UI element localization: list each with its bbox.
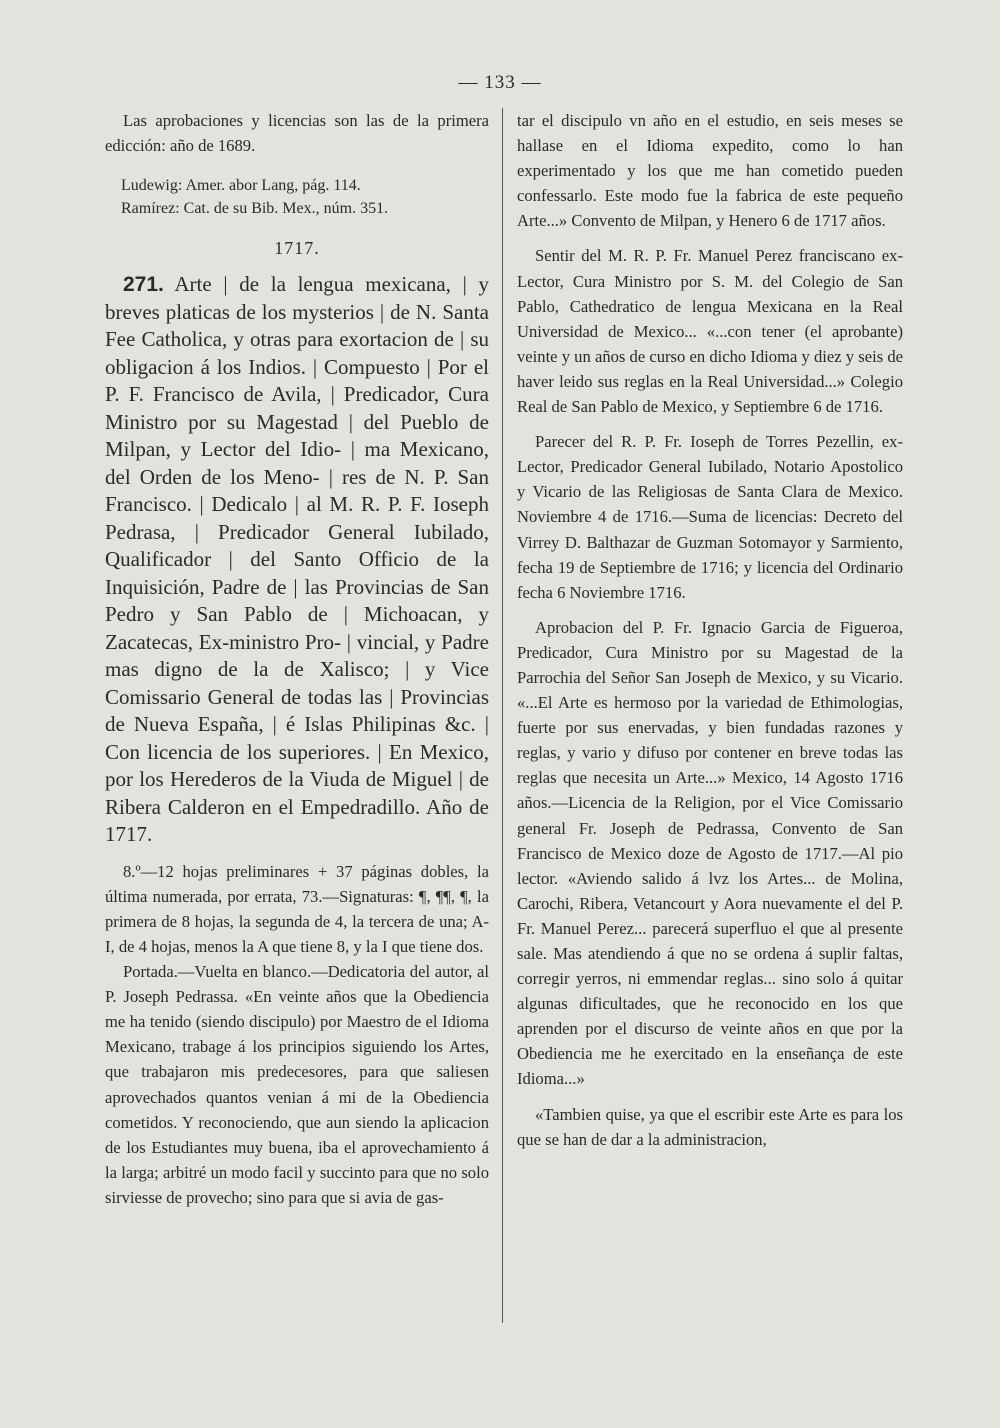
entry-title-text: Arte | de la lengua mexicana, | y breves platicas de los mysterios | de N. Santa Fee Catholica, y otras para exortacion de | su obligacion á los Indios. | Compuesto | Por el P. F. Francisco de Avila, | Predicador, Cura Ministro por su Magestad | del Pueblo de Milpan, y Lector del Idio- | ma Mexicano, del Orden de los Meno- | res de N. P. San Francisco. | Dedicalo | al M. R. P. F. Ioseph Pedrasa, | Predicador General Iubilado, Qualificador | del Santo Officio de la Inquisición, Padre de | las Provincias de San Pedro y San Pablo de | Michoacan, y Zacatecas, Ex-ministro Pro- | vincial, y Padre mas digno de la de Xalisco; | y Vice Comissario General de todas las | Provincias de Nueva España, | é Islas Philipinas &c. | Con licencia de los superiores. | En Mexico, por los Herederos de la Viuda de Miguel | de Ribera Calderon en el Empedradillo. Año de 1717. — [105, 272, 489, 847]
portada-paragraph: Portada.—Vuelta en blanco.—Dedicatoria del autor, al P. Joseph Pedrassa. «En veinte años que la Obediencia me ha tenido (siendo discipulo) por Maestro de el Idioma Mexicano, trabage á los principios siguiendo los Artes, que trabajaron mis predecesores, para que saliesen aprovechados quantos venian á mi de la Obediencia cometidos. Y reconociendo, que aun siendo la aplicacion de los Estudiantes muy buena, iba el aprovechamiento á la larga; arbitré un modo facil y succinto para que no solo sirviesse de provecho; sino para que si avia de gas- — [105, 962, 489, 1207]
right-paragraph-4: Aprobacion del P. Fr. Ignacio Garcia de Figueroa, Predicador, Cura Ministro por su Magestad de la Parrochia del Señor San Joseph de Mexico, y su Vicario. «...El Arte es hermoso por la variedad de Ethimologias, fuerte por sus enervadas, y bien fundadas razones y reglas, y vario y difuso por contener en breve todas las reglas que necesita un Arte...» Mexico, 14 Agosto 1716 años.—Licencia de la Religion, por el Vice Comissario general Fr. Joseph de Pedrassa, Convento de San Francisco de Mexico doze de Agosto de 1717.—Al pio lector. «Aviendo salido á lvz los Artes... de Molina, Carochi, Ribera, Vetancourt y Aora nuevamente el del P. Fr. Manuel Perez... parecerá superfluo el que al presente sale. Mas atendiendo á que no se ordena á suplir faltas, corregir yerros, ni emmendar reglas... sino solo á quitar algunas dificultades, que he reconocido en los que aprenden por el discurso de veinte años en que por la Obediencia me he exercitado en la enseñança de este Idioma...» — [517, 617, 903, 1089]
citation-ludewig: Ludewig: Amer. abor Lang, pág. 114. — [121, 177, 361, 195]
citations — [105, 174, 489, 220]
left-column — [105, 108, 489, 1210]
year-heading: 1717. — [274, 238, 320, 259]
right-paragraph-5: «Tambien quise, ya que el escribir este Arte es para los que se han de dar a la administracion, — [517, 1104, 903, 1149]
right-paragraph-1: tar el discipulo vn año en el estudio, en seis meses se hallase en el Idioma expedito, como lo han experimentado y los que me han cometido pueden confessarlo. Este modo fue la fabrica de este pequeño Arte...» Convento de Milpan, y Henero 6 de 1717 años. — [517, 111, 903, 231]
right-paragraph-2: Sentir del M. R. P. Fr. Manuel Perez franciscano ex-Lector, Cura Ministro por S. M. del Colegio de San Pablo, Cathedratico de lengua Mexicana en la Real Universidad de Mexico... «...con tener (el aprobante) veinte y un años de curso en dicho Idioma y diez y seis de haver leido sus reglas en la Real Universidad...» Colegio Real de San Pablo de Mexico, y Septiembre 6 de 1716. — [517, 246, 903, 417]
column-divider — [502, 108, 503, 1323]
right-paragraph-3: Parecer del R. P. Fr. Ioseph de Torres Pezellin, ex-Lector, Predicador General Iubilado, Notario Apostolico y Vicario de las Religiosas de Santa Clara de Mexico. Noviembre 4 de 1716.—Suma de licencias: Decreto del Virrey D. Balthazar de Guzman Sotomayor y Sarmiento, fecha 19 de Septiembre de 1716; y licencia del Ordinario fecha 6 Noviembre 1716. — [517, 432, 903, 602]
citation-ramirez: Ramírez: Cat. de su Bib. Mex., núm. 351. — [121, 200, 389, 218]
intro-paragraph: Las aprobaciones y licencias son las de la primera edicción: año de 1689. — [105, 111, 489, 156]
right-column — [517, 108, 903, 1152]
entry-number: 271. — [123, 273, 164, 297]
entry-paragraph — [105, 271, 489, 849]
collation-paragraph: 8.º—12 hojas preliminares + 37 páginas dobles, la última numerada, por errata, 73.—Signaturas: ¶, ¶¶, ¶, la primera de 8 hojas, la segunda de 4, la tercera de una; A-I, de 4 hojas, menos la A que tiene 8, y la I que tiene dos. — [105, 861, 489, 956]
page-number: — 133 — — [458, 72, 542, 93]
